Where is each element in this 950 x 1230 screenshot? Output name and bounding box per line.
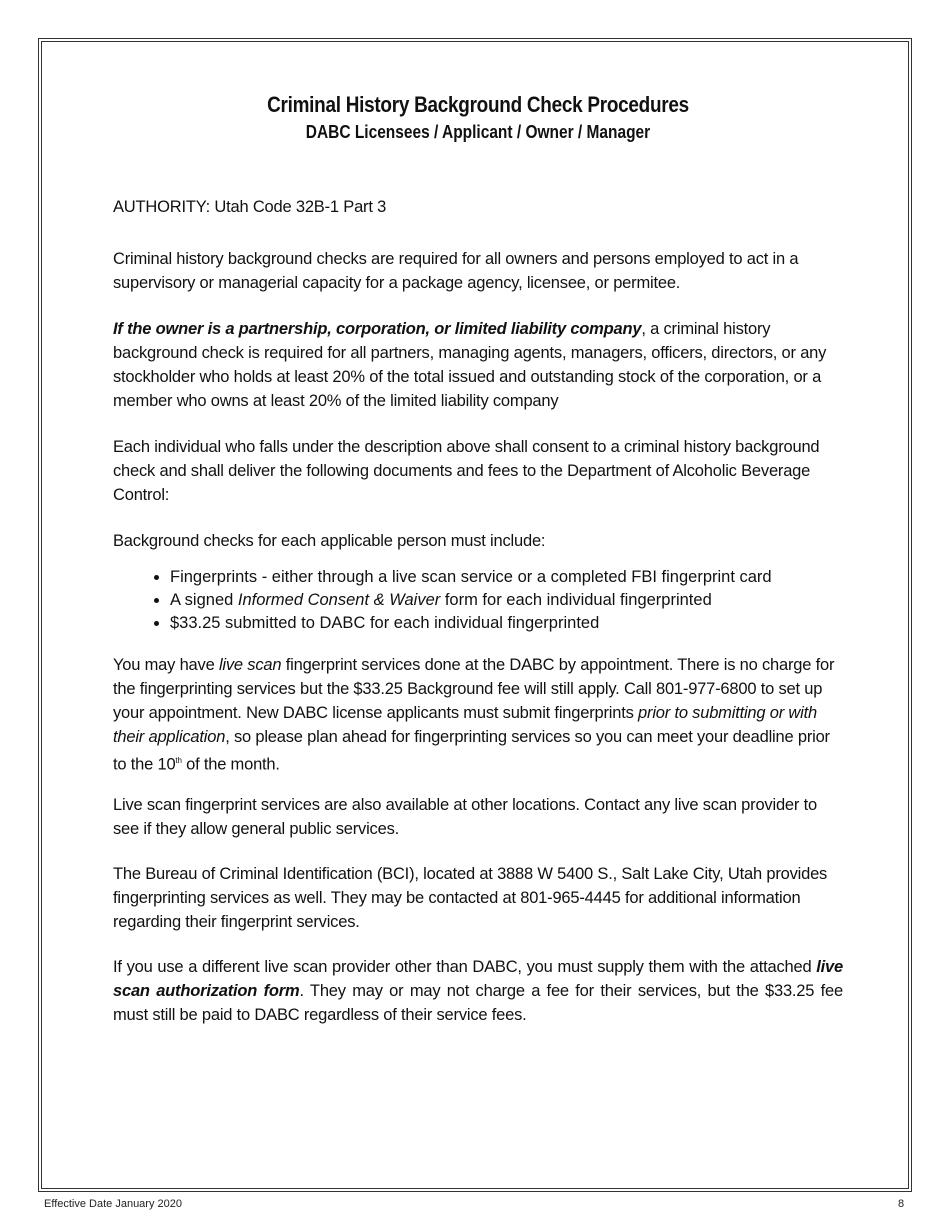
owner-lead-text: If the owner is a partnership, corporation, or limited liability company: [113, 320, 642, 338]
owner-paragraph: [113, 317, 843, 413]
bci-paragraph: The Bureau of Criminal Identification (BCI), located at 3888 W 5400 S., Salt Lake City, Utah provides fingerprinting services as well. They may be contacted at 801-965-4445 for additional information regarding their fingerprint services.: [113, 864, 828, 931]
list-item: • Fingerprints - either through a live scan service or a completed FBI fingerprint card: [170, 566, 843, 589]
document-title: Criminal History Background Check Procedures: [267, 92, 689, 117]
list-item: • $33.25 submitted to DABC for each individual fingerprinted: [170, 612, 843, 635]
requirement-paragraph: Criminal history background checks are required for all owners and persons employed to act in a supervisory or managerial capacity for a package agency, licensee, or permitee.: [113, 250, 799, 292]
footer-page-number: 8: [898, 1198, 905, 1210]
live-scan-paragraph: You may have live scan fingerprint services done at the DABC by appointment. There is no charge for the fingerprinting services but the $33.25 Background fee will still apply. Call 801-977-6800 to set up your appointment. New DABC license applicants must submit fingerprints prior to submitting or with their application, so please plan ahead for fingerprinting services so you can meet your deadline prior to the 10th of the month.: [113, 656, 835, 774]
requirements-list: [113, 566, 843, 635]
list-item: • A signed Informed Consent & Waiver form for each individual fingerprinted: [170, 589, 843, 612]
footer-effective-date: Effective Date January 2020: [44, 1198, 182, 1210]
authorization-form-name: live scan authorization form: [113, 957, 843, 1000]
document-body: [113, 90, 843, 1027]
consent-form-name: Informed Consent & Waiver: [237, 591, 441, 609]
other-locations-paragraph: Live scan fingerprint services are also available at other locations. Contact any live scan provider to see if they allow general public services.: [113, 795, 817, 838]
different-provider-paragraph: If you use a different live scan provider other than DABC, you must supply them with the attached live scan authorization form. They may or may not charge a fee for their services, but the $33.25 fee must still be paid to DABC regardless of their service fees.: [113, 957, 843, 1024]
document-subtitle: DABC Licensees / Applicant / Owner / Manager: [305, 122, 651, 142]
background-heading: Background checks for each applicable person must include:: [113, 532, 546, 550]
authority-line: AUTHORITY: Utah Code 32B-1 Part 3: [113, 198, 387, 216]
each-individual-paragraph: Each individual who falls under the description above shall consent to a criminal history background check and shall deliver the following documents and fees to the Department of Alcoholic Beverage Control:: [113, 438, 820, 504]
owner-rest-text: , a criminal history background check is required for all partners, managing agents, managers, officers, directors, or any stockholder who holds at least 20% of the total issued and outstanding stock of the corporation, or a member who owns at least 20% of the limited liability company: [113, 320, 827, 410]
